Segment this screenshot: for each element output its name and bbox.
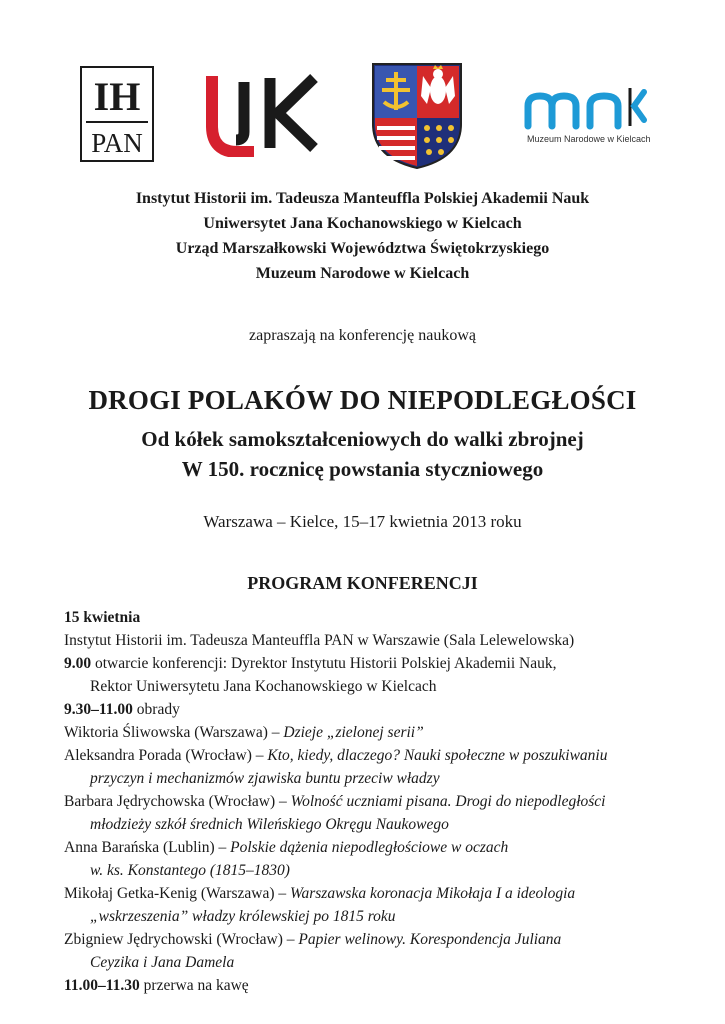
program-session bbox=[64, 698, 684, 721]
talk-title-continuation: Ceyzika i Jana Damela bbox=[90, 954, 235, 971]
talk-title: Dzieje „zielonej serii” bbox=[283, 724, 424, 741]
session-time: 9.30–11.00 bbox=[64, 701, 133, 718]
program-list bbox=[64, 606, 684, 997]
ujk-logo bbox=[206, 72, 321, 157]
talk-title: Wolność uczniami pisana. Drogi do niepodległości bbox=[290, 793, 606, 810]
talk-speaker: Aleksandra Porada (Wrocław) – bbox=[64, 747, 268, 764]
talk-item bbox=[64, 721, 684, 744]
ihpan-logo bbox=[80, 66, 154, 162]
opening-text: otwarcie konferencji: Dyrektor Instytutu Historii Polskiej Akademii Nauk, bbox=[91, 655, 557, 672]
place-and-date: Warszawa – Kielce, 15–17 kwietnia 2013 roku bbox=[203, 512, 522, 531]
talk-speaker: Anna Barańska (Lublin) – bbox=[64, 839, 231, 856]
talk-title-continuation: „wskrzeszenia” władzy królewskiej po 1815 roku bbox=[90, 908, 396, 925]
mnk-logo-caption: Muzeum Narodowe w Kielcach bbox=[527, 134, 651, 144]
institution-line: Instytut Historii im. Tadeusza Manteuffla Polskiej Akademii Nauk bbox=[135, 190, 590, 207]
talk-item bbox=[64, 836, 684, 882]
talk-item bbox=[64, 790, 684, 836]
logos-row bbox=[0, 60, 725, 170]
program-opening-continuation: Rektor Uniwersytetu Jana Kochanowskiego w Kielcach bbox=[90, 678, 437, 695]
break-text: przerwa na kawę bbox=[139, 977, 249, 994]
subtitle-line: W 150. rocznicę powstania styczniowego bbox=[181, 457, 544, 481]
break-time: 11.00–11.30 bbox=[64, 977, 140, 994]
talk-title: Polskie dążenia niepodległościowe w oczach bbox=[230, 839, 509, 856]
organizing-institutions bbox=[0, 186, 725, 286]
institution-line: Uniwersytet Jana Kochanowskiego w Kielcach bbox=[203, 215, 522, 232]
talk-speaker: Mikołaj Getka-Kenig (Warszawa) – bbox=[64, 885, 290, 902]
talk-title: Papier welinowy. Korespondencja Juliana bbox=[298, 931, 562, 948]
talk-title-continuation: młodzieży szkół średnich Wileńskiego Okręgu Naukowego bbox=[90, 816, 449, 833]
ihpan-logo-top-text: IH bbox=[93, 74, 141, 119]
program-opening bbox=[64, 652, 684, 675]
talk-title-continuation: przyczyn i mechanizmów zjawiska buntu przeciw władzy bbox=[90, 770, 440, 787]
talk-title-continuation: w. ks. Konstantego (1815–1830) bbox=[90, 862, 290, 879]
talk-speaker: Wiktoria Śliwowska (Warszawa) – bbox=[64, 724, 284, 741]
program-heading: PROGRAM KONFERENCJI bbox=[247, 573, 478, 593]
ihpan-logo-bottom-text: PAN bbox=[91, 128, 143, 158]
talk-item bbox=[64, 744, 684, 790]
institution-line: Muzeum Narodowe w Kielcach bbox=[255, 265, 470, 282]
talk-speaker: Zbigniew Jędrychowski (Wrocław) – bbox=[64, 931, 299, 948]
talk-speaker: Barbara Jędrychowska (Wrocław) – bbox=[64, 793, 291, 810]
talk-item bbox=[64, 882, 684, 928]
institution-line: Urząd Marszałkowski Województwa Świętokrzyskiego bbox=[175, 240, 550, 257]
talk-item bbox=[64, 928, 684, 974]
program-venue: Instytut Historii im. Tadeusza Manteuffla PAN w Warszawie (Sala Lelewelowska) bbox=[64, 632, 575, 649]
swietokrzyskie-coat-of-arms-icon bbox=[371, 62, 463, 170]
opening-time: 9.00 bbox=[64, 655, 92, 672]
program-break bbox=[64, 974, 684, 997]
conference-title: DROGI POLAKÓW DO NIEPODLEGŁOŚCI bbox=[88, 385, 637, 415]
session-text: obrady bbox=[132, 701, 180, 718]
program-day: 15 kwietnia bbox=[64, 609, 141, 626]
invitation-text: zapraszają na konferencję naukową bbox=[249, 327, 476, 344]
talk-title: Warszawska koronacja Mikołaja I a ideologia bbox=[290, 885, 576, 902]
subtitle-line: Od kółek samokształceniowych do walki zbrojnej bbox=[141, 427, 584, 451]
talk-title: Kto, kiedy, dlaczego? Nauki społeczne w poszukiwaniu bbox=[267, 747, 608, 764]
conference-subtitle bbox=[0, 424, 725, 484]
